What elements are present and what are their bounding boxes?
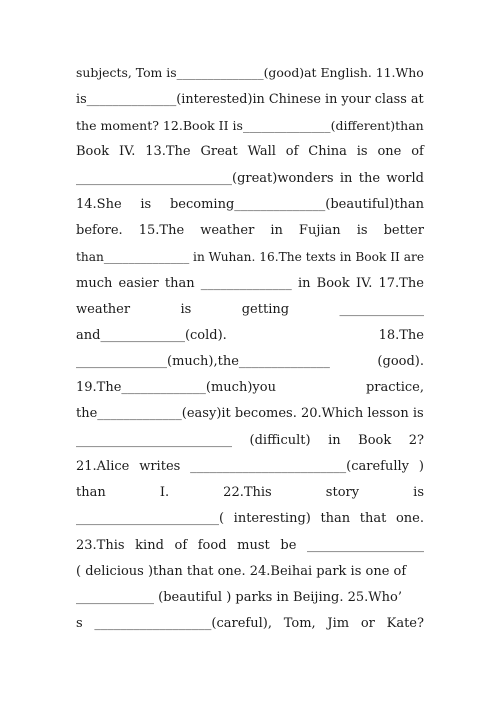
line-segment: that <box>359 511 387 526</box>
line-segment: Tom, <box>283 616 316 631</box>
line-segment: in <box>328 433 341 448</box>
line-segment: 22.This <box>223 485 272 500</box>
text-line-4 <box>76 141 424 163</box>
line-segment: and_____________(cold). <box>76 328 227 343</box>
line-segment: Book <box>316 276 350 291</box>
line-segment: Great <box>200 144 238 159</box>
line-segment: writes <box>139 459 181 474</box>
text-line-20 <box>76 561 424 583</box>
text-line-10 <box>76 299 424 321</box>
line-segment: ______________ <box>200 276 292 291</box>
text-line-12 <box>76 351 424 373</box>
line-segment: Fujian <box>298 223 341 238</box>
text-line-13 <box>76 377 424 399</box>
line-segment: IV. <box>355 276 373 291</box>
line-segment: be <box>280 538 297 553</box>
line-segment: becoming______________(beautiful)than <box>169 197 424 212</box>
line-segment: than______________ in Wuhan. 16.The texts in Book II are <box>76 250 425 264</box>
line-segment: food <box>197 538 227 553</box>
line-segment: weather <box>76 302 131 317</box>
line-segment: of <box>174 538 188 553</box>
line-segment: better <box>383 223 424 238</box>
text-line-21 <box>76 587 424 609</box>
text-line-16 <box>76 456 424 478</box>
line-segment: _____________ <box>339 302 424 317</box>
line-segment: 15.The <box>138 223 185 238</box>
line-segment: Book <box>76 144 110 159</box>
line-segment: is <box>356 223 368 238</box>
line-segment: ________________________(carefully <box>190 459 410 474</box>
line-segment: in <box>297 276 311 291</box>
text-line-19 <box>76 535 424 557</box>
text-line-18 <box>76 508 424 530</box>
line-segment: than <box>320 511 351 526</box>
line-segment: 14.She <box>76 197 122 212</box>
line-segment: Book <box>358 433 392 448</box>
text-line-9 <box>76 273 424 295</box>
text-line-8 <box>76 246 424 268</box>
line-segment: before. <box>76 223 123 238</box>
line-segment: than <box>76 485 106 500</box>
line-segment: the_____________(easy)it becomes. 20.Which lesson is <box>76 406 424 421</box>
line-segment: China <box>308 144 347 159</box>
text-line-3 <box>76 115 424 137</box>
line-segment: I. <box>159 485 170 500</box>
line-segment: in <box>270 223 283 238</box>
line-segment: ( delicious )than that one. 24.Beihai park is one of <box>76 564 407 579</box>
line-segment: 17.The <box>378 276 424 291</box>
line-segment: getting <box>241 302 290 317</box>
text-line-11 <box>76 325 424 347</box>
line-segment: one <box>377 144 402 159</box>
line-segment: is______________(interested)in Chinese in your class at <box>76 92 424 107</box>
line-segment: than <box>164 276 195 291</box>
line-segment: is <box>356 144 368 159</box>
line-segment: interesting) <box>233 511 311 526</box>
line-segment: (difficult) <box>249 433 311 448</box>
line-segment: ) <box>418 459 424 474</box>
text-line-7 <box>76 220 424 242</box>
text-line-14 <box>76 403 424 425</box>
text-line-2 <box>76 89 424 111</box>
line-segment: world <box>386 171 424 186</box>
text-line-1 <box>76 62 424 84</box>
line-segment: ______________(much),the______________ <box>76 354 330 369</box>
line-segment: much <box>76 276 113 291</box>
line-segment: of <box>285 144 299 159</box>
line-segment: the <box>358 171 381 186</box>
line-segment: Kate? <box>386 616 424 631</box>
line-segment: is <box>413 485 424 500</box>
line-segment: 18.The <box>378 328 424 343</box>
line-segment: the moment? 12.Book II is______________(different)than <box>76 118 424 133</box>
line-segment: is <box>140 197 152 212</box>
line-segment: easier <box>118 276 159 291</box>
line-segment: 19.The_____________(much)you <box>76 380 276 395</box>
text-line-6 <box>76 194 424 216</box>
line-segment: 21.Alice <box>76 459 130 474</box>
line-segment: IV. <box>118 144 136 159</box>
line-segment: s <box>76 616 83 631</box>
text-line-22 <box>76 613 424 635</box>
line-segment: practice, <box>365 380 424 395</box>
line-segment: weather <box>200 223 255 238</box>
line-segment: subjects, Tom is______________(good)at English. 11.Who <box>76 65 424 80</box>
line-segment: Wall <box>247 144 276 159</box>
line-segment: 2? <box>408 433 424 448</box>
line-segment: (good). <box>377 354 424 369</box>
line-segment: kind <box>135 538 164 553</box>
line-segment: __________________ <box>307 538 424 553</box>
line-segment: is <box>180 302 192 317</box>
line-segment: ____________ (beautiful ) parks in Beijing. 25.Who’ <box>76 590 402 605</box>
line-segment: 13.The <box>145 144 191 159</box>
line-segment: ________________________(great)wonders <box>76 171 334 186</box>
line-segment: must <box>237 538 270 553</box>
text-line-17 <box>76 482 424 504</box>
line-segment: of <box>411 144 424 159</box>
line-segment: story <box>325 485 360 500</box>
text-line-15 <box>76 430 424 452</box>
text-line-5 <box>76 168 424 190</box>
line-segment: ________________________ <box>76 433 232 448</box>
line-segment: ______________________( <box>76 511 225 526</box>
line-segment: one. <box>395 511 424 526</box>
line-segment: or <box>360 616 375 631</box>
line-segment: in <box>339 171 353 186</box>
line-segment: Jim <box>327 616 350 631</box>
line-segment: __________________(careful), <box>94 616 272 631</box>
line-segment: 23.This <box>76 538 125 553</box>
